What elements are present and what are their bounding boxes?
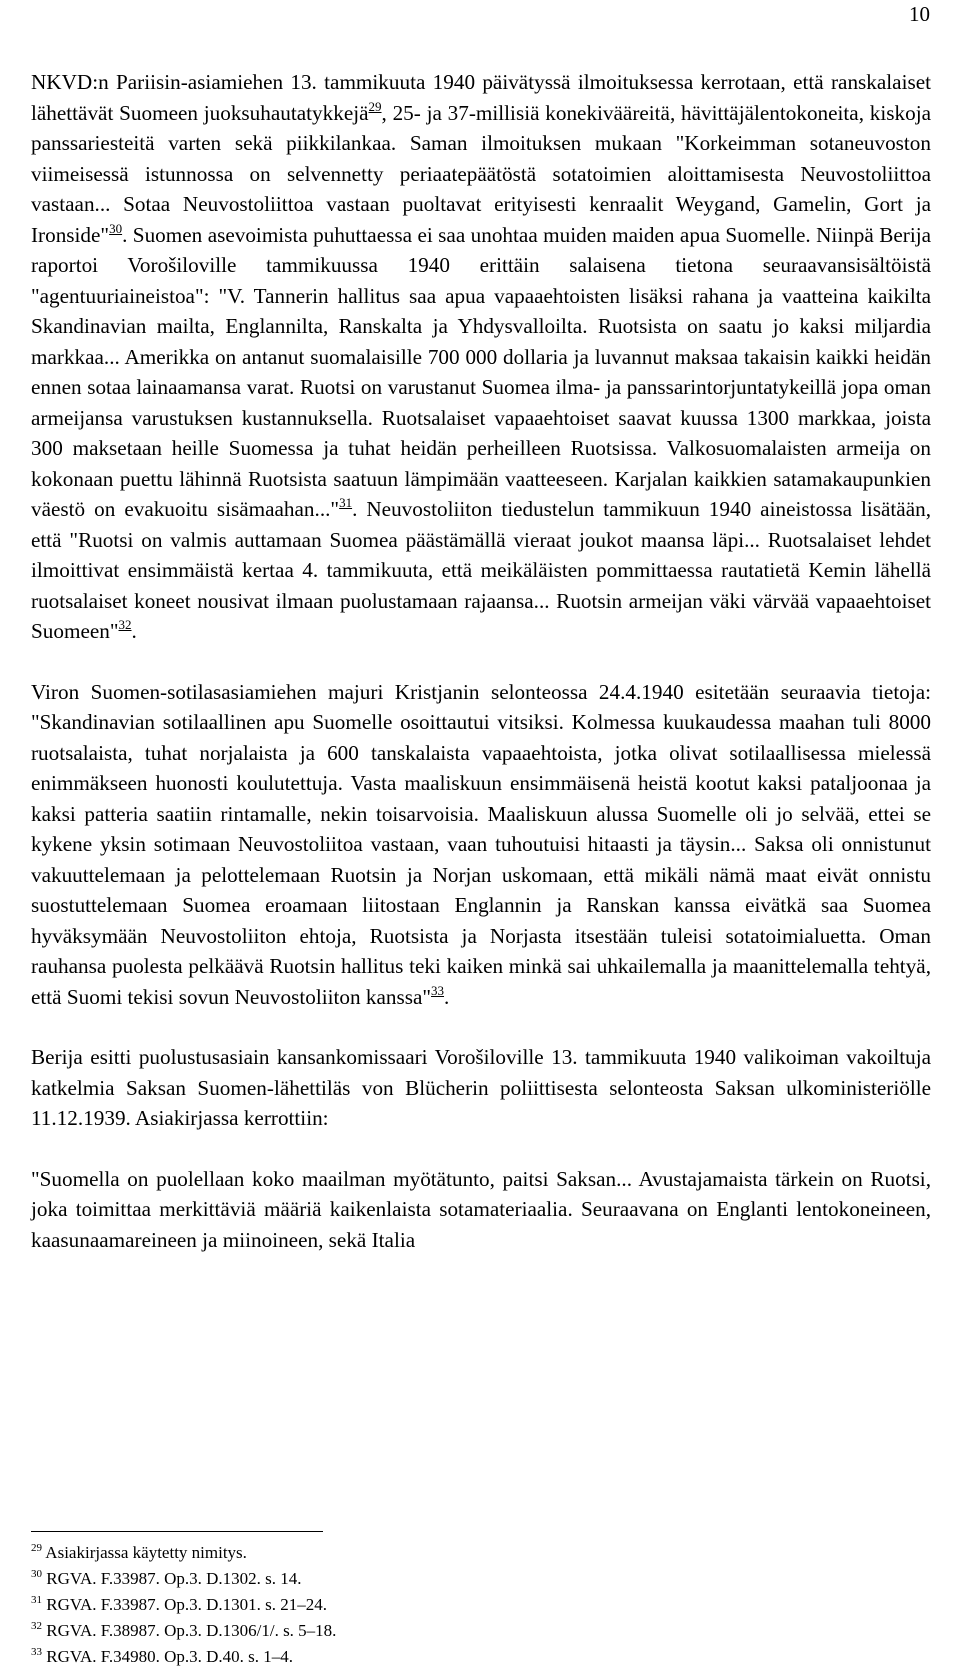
paragraph — [31, 677, 931, 1013]
paragraph-text: Berija esitti puolustusasiain kansankomissaari Vorošiloville 13. tammikuuta 1940 valikoiman vakoiltuja katkelmia Saksan Suomen-lähettiläs von Blücherin poliittisesta selonteosta Saksan ulkoministeriölle 11.12.1939. Asiakirjassa kerrottiin: — [31, 1045, 931, 1130]
paragraph-text: . Suomen asevoimista puhuttaessa ei saa unohtaa muiden maiden apua Suomelle. Niinpä Berija raportoi Vorošiloville tammikuussa 1940 erittäin salaisena tietona seuraavansisältöistä "agentuuriaineistoa": "V. Tannerin hallitus saa apua vapaaehtoisten lisäksi rahana ja vaatteina kaikilta Skandinavian mailta, Englannilta, Ranskalta ja Yhdysvalloilta. Ruotsista on saatu jo kaksi miljardia markkaa... Amerikka on antanut suomalaisille 700 000 dollaria ja luvannut maksaa takaisin kaikki heidän ennen sotaa lainaamansa varat. Ruotsi on varustanut Suomea ilma- ja panssarintorjuntatykeillä jopa oman armeijansa varustuksen kustannuksella. Ruotsalaiset vapaaehtoiset saavat kuussa 1300 markkaa, joista 300 maksetaan heille Suomessa ja tuhat heidän perheilleen Ruotsissa. Valkosuomalaisten armeija on kokonaan puettu lähinnä Ruotsista saatuun lämpimään vaatteeseen. Karjalan kaikkien satamakaupunkien väestö on evakuoitu sisämaahan..." — [31, 222, 931, 521]
footnote-number: 32 — [31, 1620, 42, 1632]
paragraph-text: Viron Suomen-sotilasasiamiehen majuri Kristjanin selonteossa 24.4.1940 esitetään seuraavia tietoja: "Skandinavian sotilaallinen apu Suomelle osoittautui vitsiksi. Kolmessa kuukaudessa maahan tuli 8000 ruotsalaista, tuhat norjalaista ja 600 tanskalaista vapaaehtoista, jotka olivat sotilaallisessa mielessä enimmäkseen huonosti koulutettuja. Vasta maaliskuun ensimmäisenä heistä kootut kaksi pataljoonaa ja kaksi patteria saatiin rintamalle, nekin toisarvoisia. Maaliskuun alussa Suomelle oli jo selvää, ettei se kykene yksin sotimaan Neuvostoliitoa vastaan, vaan tuhoutuisi hitaasti ja täysin... Saksa oli onnistunut vakuuttelemaan ja pelottelemaan Ruotsin ja Norjan uskomaan, että mikäli nämä maat eivät onnistu suostuttelemaan Suomea eroamaan liitostaan Englannin ja Ranskan kanssa eivätkä saa Suomea hyväksymään Neuvostoliiton ehtoja, Ruotsista ja Norjasta itsestään tuleisi sotatoimialuetta. Oman rauhansa puolesta pelkäävä Ruotsin hallitus teki kaiken minkä sai uhkailemalla ja maanittelemalla tehtyä, että Suomi tekisi sovun Neuvostoliiton kanssa" — [31, 679, 931, 1009]
page-number: 10 — [909, 2, 930, 26]
footnote-text: RGVA. F.34980. Op.3. D.40. s. 1–4. — [42, 1647, 293, 1666]
paragraph-text: . — [131, 619, 137, 643]
footnote — [31, 1566, 931, 1592]
paragraph-text: , 25- ja 37-millisiä konekivääreitä, hävittäjälentokoneita, kiskoja panssariesteitä varten sekä piikkilankaa. Saman ilmoituksen mukaan "Korkeimman sotaneuvoston viimeisessä istunnossa on selvennetty periaatepäätöstä sotatoimien aloittamisesta Neuvostoliittoa vastaan... Sotaa Neuvostoliittoa vastaan puoltavat erityisesti kenraalit Weygand, Gamelin, Gort ja Ironside" — [31, 100, 931, 247]
footnote-text: RGVA. F.33987. Op.3. D.1302. s. 14. — [42, 1569, 302, 1588]
footnote-text: RGVA. F.38987. Op.3. D.1306/1/. s. 5–18. — [42, 1621, 337, 1640]
footnote-reference[interactable]: 29 — [368, 98, 382, 114]
paragraph-text: NKVD:n Pariisin-asiamiehen 13. tammikuuta 1940 päivätyssä ilmoituksessa kerrotaan, että ranskalaiset lähettävät Suomeen juoksuhautatykkejä — [31, 70, 931, 125]
footnote-text: RGVA. F.33987. Op.3. D.1301. s. 21–24. — [42, 1595, 327, 1614]
paragraph — [31, 1164, 931, 1256]
footnote — [31, 1592, 931, 1618]
footnote-reference[interactable]: 30 — [109, 220, 123, 236]
footnote-number: 33 — [31, 1646, 42, 1658]
footnote-reference[interactable]: 31 — [339, 495, 353, 510]
footnote — [31, 1644, 931, 1670]
footnote-reference[interactable]: 32 — [118, 617, 132, 632]
footnotes-section — [31, 1540, 931, 1670]
footnote-separator — [31, 1531, 323, 1532]
footnote — [31, 1618, 931, 1644]
paragraph-text: "Suomella on puolellaan koko maailman myötätunto, paitsi Saksan... Avustajamaista tärkein on Ruotsi, joka toimittaa merkittäviä määriä kaikenlaista sotamateriaalia. Seuraavana on Englanti lentokoneineen, kaasunaamareineen ja miinoineen, sekä Italia — [31, 1166, 931, 1252]
footnote — [31, 1540, 931, 1566]
paragraph-text: . Neuvostoliiton tiedustelun tammikuun 1940 aineistossa lisätään, että "Ruotsi on valmis auttamaan Suomea päästämällä vieraat joukot maansa läpi... Ruotsalaiset lehdet ilmoittivat ensimmäistä kertaa 4. tammikuuta, että meikäläisten pommittaessa rautatietä Kemin lähellä ruotsalaiset koneet nousivat ilmaan puolustamaan rajaansa... Ruotsin armeijan väki värvää vapaaehtoiset Suomeen" — [31, 497, 931, 643]
paragraph — [31, 67, 931, 647]
paragraph — [31, 1042, 931, 1134]
body-text — [31, 67, 931, 1285]
footnote-reference[interactable]: 33 — [431, 982, 445, 998]
footnote-number: 30 — [31, 1568, 42, 1580]
footnote-text: Asiakirjassa käytetty nimitys. — [42, 1543, 247, 1562]
footnote-number: 31 — [31, 1594, 42, 1606]
paragraph-text: . — [444, 984, 450, 1009]
footnote-number: 29 — [31, 1542, 42, 1554]
